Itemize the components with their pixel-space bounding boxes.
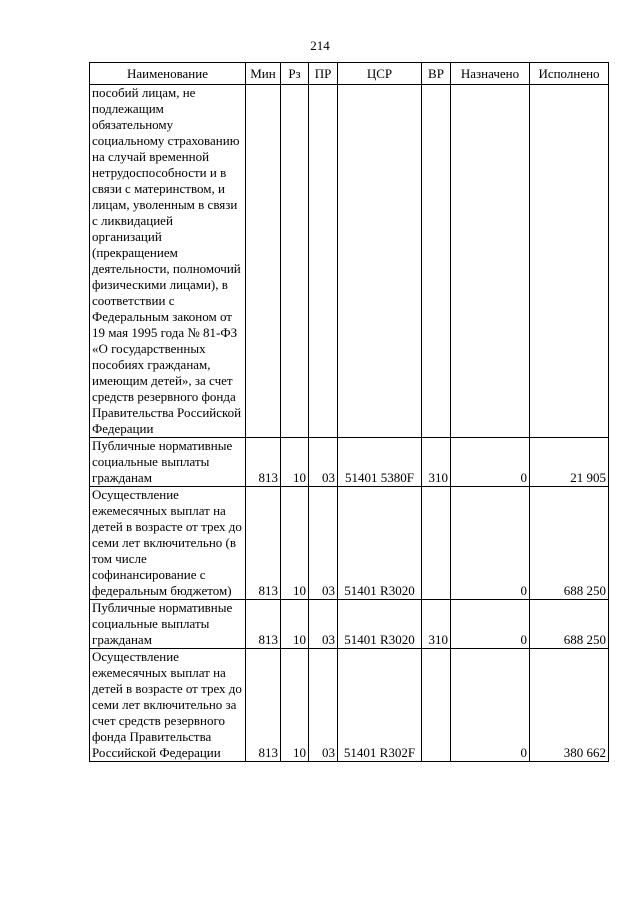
row-pr: [309, 85, 338, 438]
row-csr: 51401 R302F: [338, 649, 422, 762]
row-ispolneno: 688 250: [530, 487, 609, 600]
row-pr: 03: [309, 438, 338, 487]
row-vr: [422, 85, 451, 438]
row-name: Осуществление ежемесячных выплат на детей в возрасте от трех до семи лет включительно за счет средств резервного фонда Правительства Российской Федерации: [90, 649, 246, 762]
header-naznacheno: Назначено: [451, 63, 530, 85]
row-naznacheno: 0: [451, 649, 530, 762]
row-min: 813: [246, 600, 281, 649]
header-ispolneno: Исполнено: [530, 63, 609, 85]
row-ispolneno: 380 662: [530, 649, 609, 762]
row-name: пособий лицам, не подлежащим обязательному социальному страхованию на случай временной нетрудоспособности и в связи с материнством, и лицам, уволенным в связи с ликвидацией организаций (прекращением деятельности, полномочий физическими лицами), в соответствии с Федеральным законом от 19 мая 1995 года № 81-ФЗ «О государственных пособиях гражданам, имеющим детей», за счет средств резервного фонда Правительства Российской Федерации: [90, 85, 246, 438]
row-csr: [338, 85, 422, 438]
row-rz: 10: [281, 600, 309, 649]
page-number: 214: [310, 38, 330, 53]
header-name: Наименование: [90, 63, 246, 85]
row-vr: 310: [422, 438, 451, 487]
row-min: 813: [246, 649, 281, 762]
row-ispolneno: 688 250: [530, 600, 609, 649]
row-rz: 10: [281, 487, 309, 600]
table-row: [90, 649, 609, 762]
row-naznacheno: 0: [451, 600, 530, 649]
row-csr: 51401 R3020: [338, 600, 422, 649]
row-ispolneno: 21 905: [530, 438, 609, 487]
row-rz: 10: [281, 438, 309, 487]
row-ispolneno: [530, 85, 609, 438]
row-vr: [422, 487, 451, 600]
row-vr: [422, 649, 451, 762]
row-naznacheno: [451, 85, 530, 438]
row-min: 813: [246, 487, 281, 600]
row-rz: 10: [281, 649, 309, 762]
row-pr: 03: [309, 600, 338, 649]
table-row: [90, 85, 609, 438]
row-min: 813: [246, 438, 281, 487]
row-vr: 310: [422, 600, 451, 649]
row-pr: 03: [309, 487, 338, 600]
row-pr: 03: [309, 649, 338, 762]
header-csr: ЦСР: [338, 63, 422, 85]
header-min: Мин: [246, 63, 281, 85]
row-name: Публичные нормативные социальные выплаты гражданам: [90, 438, 246, 487]
row-name: Осуществление ежемесячных выплат на детей в возрасте от трех до семи лет включительно (в том числе софинансирование с федеральным бюджетом): [90, 487, 246, 600]
row-rz: [281, 85, 309, 438]
table-header-row: [90, 63, 609, 85]
table-row: [90, 600, 609, 649]
table-row: [90, 438, 609, 487]
header-pr: ПР: [309, 63, 338, 85]
row-csr: 51401 R3020: [338, 487, 422, 600]
row-naznacheno: 0: [451, 438, 530, 487]
row-csr: 51401 5380F: [338, 438, 422, 487]
row-min: [246, 85, 281, 438]
budget-table: [89, 62, 609, 762]
table-row: [90, 487, 609, 600]
row-name: Публичные нормативные социальные выплаты гражданам: [90, 600, 246, 649]
header-vr: ВР: [422, 63, 451, 85]
header-rz: Рз: [281, 63, 309, 85]
row-naznacheno: 0: [451, 487, 530, 600]
